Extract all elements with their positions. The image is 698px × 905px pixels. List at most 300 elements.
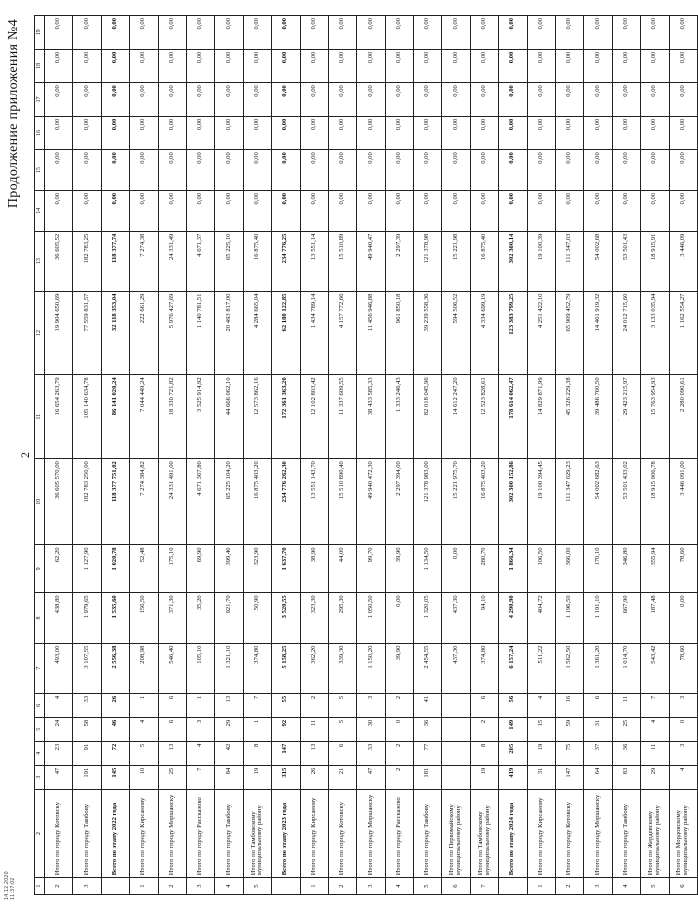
value-cell: 99,70 — [357, 545, 385, 593]
value-cell: 366,00 — [556, 545, 584, 593]
column-number-header: 18 — [35, 49, 45, 83]
value-cell: 0,00 — [328, 49, 356, 83]
value-cell: 2 — [385, 765, 413, 789]
value-cell: 0,00 — [45, 49, 73, 83]
value-cell: 1 866,34 — [499, 545, 527, 593]
value-cell: 19 — [470, 765, 498, 789]
column-number-header: 7 — [35, 643, 45, 693]
value-cell: 24 012 715,60 — [612, 291, 640, 375]
value-cell: 0,00 — [669, 116, 697, 150]
value-cell: 0,00 — [470, 49, 498, 83]
value-cell: 234 776,25 — [272, 231, 300, 291]
territory-name-cell: Итого по Тамбовскому муниципальному району — [243, 789, 271, 878]
value-cell: 0,00 — [101, 49, 129, 83]
value-cell: 21 — [328, 765, 356, 789]
value-cell: 149 — [499, 717, 527, 741]
value-cell: 0,00 — [669, 49, 697, 83]
value-cell: 47 — [45, 765, 73, 789]
value-cell: 187,48 — [641, 593, 669, 643]
page-number: 2 — [18, 452, 32, 458]
value-cell: 0,00 — [73, 190, 101, 231]
value-cell: 0,00 — [158, 49, 186, 83]
table-row — [45, 16, 73, 895]
value-cell: 0,00 — [272, 190, 300, 231]
value-cell: 0,00 — [527, 16, 555, 50]
value-cell: 0,00 — [499, 116, 527, 150]
value-cell: 0,00 — [45, 150, 73, 191]
table-row — [612, 16, 640, 895]
value-cell: 0,00 — [215, 83, 243, 117]
value-cell: 0,00 — [328, 150, 356, 191]
column-number-header: 11 — [35, 375, 45, 459]
value-cell: 0,00 — [584, 190, 612, 231]
value-cell: 39,90 — [385, 643, 413, 693]
value-cell: 77 559 831,57 — [73, 291, 101, 375]
row-index-cell: 3 — [584, 878, 612, 895]
value-cell: 0,00 — [130, 16, 158, 50]
value-cell: 0,00 — [641, 49, 669, 83]
territory-name-cell: Итого по городу Кирсанову — [130, 789, 158, 878]
row-index-cell: 3 — [357, 878, 385, 895]
value-cell: 0,00 — [385, 150, 413, 191]
value-cell: 11 — [300, 717, 328, 741]
value-cell: 111 347,03 — [556, 231, 584, 291]
table-row — [584, 16, 612, 895]
rotated-landscape-sheet — [6, 15, 690, 895]
value-cell: 0,00 — [414, 190, 442, 231]
value-cell: 0,00 — [357, 83, 385, 117]
value-cell: 355,94 — [641, 545, 669, 593]
column-number-header: 10 — [35, 459, 45, 545]
value-cell: 0,00 — [357, 190, 385, 231]
value-cell: 36 — [612, 741, 640, 765]
value-cell: 0,00 — [186, 49, 214, 83]
value-cell: 0,00 — [556, 83, 584, 117]
row-index-cell: 2 — [158, 878, 186, 895]
value-cell: 0,00 — [158, 116, 186, 150]
value-cell: 38 433 585,33 — [357, 375, 385, 459]
value-cell: 94,10 — [470, 593, 498, 643]
value-cell: 0,00 — [101, 116, 129, 150]
value-cell: 4 671,37 — [186, 231, 214, 291]
value-cell: 33 — [357, 741, 385, 765]
value-cell: 29 — [641, 765, 669, 789]
value-cell: 0,00 — [414, 16, 442, 50]
value-cell: 399,40 — [215, 545, 243, 593]
value-cell: 419 — [499, 765, 527, 789]
row-index-cell: 4 — [215, 878, 243, 895]
row-index-cell: 7 — [470, 878, 498, 895]
value-cell: 0,00 — [584, 16, 612, 50]
value-cell: 0,00 — [328, 83, 356, 117]
value-cell: 5 158,25 — [272, 643, 300, 693]
value-cell: 0,00 — [385, 116, 413, 150]
value-cell: 1 333 246,43 — [385, 375, 413, 459]
margin-mark: . — [616, 420, 622, 422]
value-cell: 78,60 — [669, 545, 697, 593]
value-cell: 16 875 403,20 — [470, 459, 498, 545]
value-cell: 0,00 — [158, 83, 186, 117]
value-cell: 82 018 045,96 — [414, 375, 442, 459]
value-cell: 0,00 — [641, 190, 669, 231]
value-cell: 15 510 890,40 — [328, 459, 356, 545]
value-cell: 118 377,74 — [101, 231, 129, 291]
value-cell: 1 979,65 — [73, 593, 101, 643]
value-cell: 13 — [158, 741, 186, 765]
value-cell: 0,00 — [442, 83, 470, 117]
column-number-header: 5 — [35, 717, 45, 741]
value-cell: 41 — [414, 693, 442, 717]
value-cell: 7 — [641, 693, 669, 717]
value-cell: 404,72 — [527, 593, 555, 643]
territory-name-cell: Итого по Жердевскому муниципальному району — [641, 789, 669, 878]
value-cell: 1 014,70 — [612, 643, 640, 693]
value-cell: 26 — [300, 765, 328, 789]
value-cell: 45 326 229,38 — [556, 375, 584, 459]
value-cell: 0,00 — [272, 49, 300, 83]
value-cell: 3 — [669, 693, 697, 717]
value-cell: 172 361 363,20 — [272, 375, 300, 459]
value-cell: 0,00 — [584, 116, 612, 150]
value-cell: 0,00 — [130, 49, 158, 83]
value-cell: 302 300,14 — [499, 231, 527, 291]
value-cell: 0,00 — [45, 116, 73, 150]
value-cell: 15 510,89 — [328, 231, 356, 291]
value-cell: 205 — [499, 741, 527, 765]
territory-name-cell: Всего по этапу 2022 года — [101, 789, 129, 878]
value-cell: 1 — [130, 693, 158, 717]
territory-name-cell: Итого по городу Рассказово — [385, 789, 413, 878]
value-cell: 362,20 — [300, 643, 328, 693]
value-cell: 0,00 — [328, 190, 356, 231]
value-cell: 13 — [300, 741, 328, 765]
value-cell: 222 661,29 — [130, 291, 158, 375]
value-cell: 0,00 — [669, 593, 697, 643]
column-number-header: 15 — [35, 150, 45, 191]
value-cell: 0,00 — [186, 190, 214, 231]
value-cell: 438,80 — [45, 593, 73, 643]
value-cell: 0,00 — [73, 150, 101, 191]
value-cell: 13 — [215, 693, 243, 717]
value-cell: 0,00 — [414, 83, 442, 117]
column-number-header: 1 — [35, 878, 45, 895]
table-row — [414, 16, 442, 895]
value-cell: 175,10 — [158, 545, 186, 593]
value-cell: 5 — [328, 693, 356, 717]
value-cell: 3 446,09 — [669, 231, 697, 291]
value-cell: 92 — [272, 717, 300, 741]
value-cell: 11 456 946,88 — [357, 291, 385, 375]
value-cell: 0,00 — [527, 150, 555, 191]
value-cell: 0,00 — [385, 83, 413, 117]
value-cell: 23 — [45, 741, 73, 765]
value-cell: 4 334 699,19 — [470, 291, 498, 375]
value-cell: 5 — [130, 741, 158, 765]
value-cell: 543,42 — [641, 643, 669, 693]
table-row — [669, 16, 697, 895]
value-cell: 0,00 — [385, 593, 413, 643]
value-cell: 7 274,38 — [130, 231, 158, 291]
value-cell: 1 127,90 — [73, 545, 101, 593]
value-cell: 208,98 — [130, 643, 158, 693]
value-cell: 35,20 — [186, 593, 214, 643]
column-number-header: 13 — [35, 231, 45, 291]
value-cell: 0,00 — [641, 150, 669, 191]
value-cell: 0,00 — [669, 150, 697, 191]
value-cell: 62,20 — [45, 545, 73, 593]
value-cell: 54 002 682,63 — [584, 459, 612, 545]
value-cell: 18 915 906,78 — [641, 459, 669, 545]
value-cell: 0,00 — [669, 190, 697, 231]
row-index-cell: 3 — [73, 878, 101, 895]
value-cell: 5 976 427,69 — [158, 291, 186, 375]
value-cell: 16 875,40 — [243, 231, 271, 291]
value-cell: 53 501,43 — [612, 231, 640, 291]
value-cell: 346,80 — [612, 545, 640, 593]
value-cell: 58 — [73, 717, 101, 741]
value-cell: 49 940 472,30 — [357, 459, 385, 545]
value-cell: 0,00 — [612, 116, 640, 150]
value-cell: 19 100,39 — [527, 231, 555, 291]
value-cell: 3 446 091,00 — [669, 459, 697, 545]
value-cell: 12 573 862,16 — [243, 375, 271, 459]
value-cell: 16 875 403,20 — [243, 459, 271, 545]
value-cell: 123 383 799,25 — [499, 291, 527, 375]
value-cell — [442, 765, 470, 789]
value-cell: 0,00 — [414, 49, 442, 83]
value-cell: 0,00 — [556, 16, 584, 50]
value-cell: 667,90 — [612, 593, 640, 643]
value-cell: 0,00 — [470, 190, 498, 231]
column-number-header: 17 — [35, 83, 45, 117]
value-cell: 36 605 570,00 — [45, 459, 73, 545]
date-stamp: 14.12.2020 11:37:02 — [4, 871, 16, 900]
value-cell: 156,50 — [130, 593, 158, 643]
value-cell: 0,00 — [612, 16, 640, 50]
value-cell: 15 221 975,70 — [442, 459, 470, 545]
territory-name-cell: Всего по этапу 2024 года — [499, 789, 527, 878]
value-cell: 7 — [186, 765, 214, 789]
value-cell: 0,00 — [130, 116, 158, 150]
row-index-cell: 4 — [385, 878, 413, 895]
value-cell: 65 225 104,20 — [215, 459, 243, 545]
housing-program-table — [34, 15, 698, 895]
value-cell: 52,48 — [130, 545, 158, 593]
value-cell: 0,00 — [243, 83, 271, 117]
row-index-cell: 2 — [556, 878, 584, 895]
value-cell: 55 — [272, 693, 300, 717]
value-cell: 0,00 — [527, 83, 555, 117]
value-cell: 546,40 — [158, 643, 186, 693]
value-cell: 0,00 — [357, 150, 385, 191]
table-row — [186, 16, 214, 895]
value-cell: 1 320,05 — [414, 593, 442, 643]
value-cell: 44,00 — [328, 545, 356, 593]
value-cell: 0,00 — [45, 16, 73, 50]
value-cell: 24 331,49 — [158, 231, 186, 291]
table-row — [641, 16, 669, 895]
value-cell: 46 — [101, 717, 129, 741]
value-cell: 1 020,78 — [101, 545, 129, 593]
value-cell: 1 361,20 — [584, 643, 612, 693]
value-cell: 39 486 760,50 — [584, 375, 612, 459]
table-total-row — [499, 16, 527, 895]
value-cell: 0,00 — [130, 83, 158, 117]
value-cell: 38,90 — [300, 545, 328, 593]
value-cell: 0,00 — [641, 16, 669, 50]
value-cell: 0,00 — [101, 83, 129, 117]
value-cell: 0,00 — [612, 49, 640, 83]
value-cell: 0,00 — [215, 16, 243, 50]
value-cell: 0,00 — [45, 83, 73, 117]
territory-name-cell: Итого по городу Моршанску — [584, 789, 612, 878]
value-cell: 15 763 954,93 — [641, 375, 669, 459]
column-number-header: 3 — [35, 765, 45, 789]
value-cell: 7 274 384,82 — [130, 459, 158, 545]
value-cell: 0,00 — [556, 190, 584, 231]
column-number-header: 16 — [35, 116, 45, 150]
value-cell: 118 377 751,02 — [101, 459, 129, 545]
value-cell: 961 850,18 — [385, 291, 413, 375]
value-cell: 29 423 215,97 — [612, 375, 640, 459]
value-cell: 0,00 — [272, 116, 300, 150]
value-cell: 0,00 — [215, 150, 243, 191]
value-cell: 6 — [328, 741, 356, 765]
value-cell: 19 — [527, 741, 555, 765]
value-cell: 0,00 — [442, 190, 470, 231]
value-cell: 4 — [130, 717, 158, 741]
value-cell: 0,00 — [556, 116, 584, 150]
value-cell: 6 — [158, 717, 186, 741]
territory-name-cell: Итого по городу Моршанску — [158, 789, 186, 878]
table-row — [130, 16, 158, 895]
value-cell: 2 — [470, 717, 498, 741]
value-cell: 16 875,40 — [470, 231, 498, 291]
value-cell: 0,00 — [499, 83, 527, 117]
territory-name-cell: Итого по городу Рассказово — [186, 789, 214, 878]
value-cell: 921,70 — [215, 593, 243, 643]
value-cell: 0,00 — [499, 190, 527, 231]
value-cell: 0,00 — [186, 150, 214, 191]
value-cell: 7 — [243, 693, 271, 717]
value-cell: 1 — [186, 693, 214, 717]
value-cell: 47 — [357, 765, 385, 789]
territory-name-cell: Итого по городу Тамбову — [612, 789, 640, 878]
value-cell: 1 196,50 — [556, 593, 584, 643]
value-cell: 0,00 — [243, 190, 271, 231]
value-cell: 0,00 — [215, 116, 243, 150]
value-cell: 14 612 247,20 — [442, 375, 470, 459]
value-cell: 8 — [470, 741, 498, 765]
value-cell: 1 321,10 — [215, 643, 243, 693]
value-cell: 0,00 — [73, 83, 101, 117]
value-cell: 19 — [243, 765, 271, 789]
value-cell: 42 — [215, 741, 243, 765]
value-cell: 12 102 803,42 — [300, 375, 328, 459]
column-number-header: 8 — [35, 593, 45, 643]
value-cell: 15 221,98 — [442, 231, 470, 291]
value-cell: 302 300 152,86 — [499, 459, 527, 545]
value-cell: 26 — [101, 693, 129, 717]
value-cell: 315 — [272, 765, 300, 789]
value-cell: 0,00 — [130, 190, 158, 231]
value-cell: 24 331 491,00 — [158, 459, 186, 545]
value-cell: 0,00 — [442, 49, 470, 83]
value-cell: 0,00 — [414, 150, 442, 191]
value-cell: 234 776 262,30 — [272, 459, 300, 545]
value-cell: 2 454,55 — [414, 643, 442, 693]
value-cell: 13 551 143,70 — [300, 459, 328, 545]
value-cell: 30 — [357, 717, 385, 741]
value-cell: 56 — [499, 693, 527, 717]
value-cell: 0 — [385, 717, 413, 741]
value-cell: 0,00 — [584, 150, 612, 191]
value-cell: 11 337 609,55 — [328, 375, 356, 459]
value-cell: 4 — [669, 765, 697, 789]
territory-name-cell: Итого по городу Тамбову — [215, 789, 243, 878]
value-cell: 33 — [73, 693, 101, 717]
table-body — [45, 16, 698, 895]
value-cell: 20 493 817,00 — [215, 291, 243, 375]
value-cell: 54 002,68 — [584, 231, 612, 291]
value-cell: 14 829 871,99 — [527, 375, 555, 459]
value-cell: 594 506,52 — [442, 291, 470, 375]
value-cell: 1 134,50 — [414, 545, 442, 593]
value-cell: 4 671 367,80 — [186, 459, 214, 545]
value-cell: 3 520,55 — [272, 593, 300, 643]
territory-name-cell: Итого по городу Котовску — [45, 789, 73, 878]
table-row — [215, 16, 243, 895]
table-row — [442, 16, 470, 895]
value-cell: 91 — [73, 741, 101, 765]
value-cell: 3 107,55 — [73, 643, 101, 693]
value-cell: 121 378 983,00 — [414, 459, 442, 545]
table-row — [300, 16, 328, 895]
value-cell: 4 290,90 — [499, 593, 527, 643]
value-cell: 147 — [556, 765, 584, 789]
value-cell: 339,30 — [328, 643, 356, 693]
value-cell: 0,00 — [73, 16, 101, 50]
value-cell: 0,00 — [300, 116, 328, 150]
value-cell: 0,00 — [328, 16, 356, 50]
value-cell: 31 — [527, 765, 555, 789]
value-cell: 0,00 — [612, 83, 640, 117]
value-cell: 0,00 — [215, 190, 243, 231]
row-index-cell: 1 — [300, 878, 328, 895]
value-cell — [442, 717, 470, 741]
value-cell: 0,00 — [243, 49, 271, 83]
value-cell: 191 — [73, 765, 101, 789]
value-cell: 0,00 — [73, 116, 101, 150]
value-cell: 0,00 — [470, 116, 498, 150]
value-cell: 84 — [215, 765, 243, 789]
value-cell: 44 666 062,10 — [215, 375, 243, 459]
row-index-cell: 5 — [414, 878, 442, 895]
value-cell: 62 180 122,85 — [272, 291, 300, 375]
territory-name-cell: Итого по городу Котовску — [328, 789, 356, 878]
column-number-header: 9 — [35, 545, 45, 593]
value-cell: 4 — [527, 693, 555, 717]
value-cell — [442, 693, 470, 717]
territory-name-cell: Всего по этапу 2023 года — [272, 789, 300, 878]
value-cell: 7 044 449,24 — [130, 375, 158, 459]
value-cell: 65 909 452,79 — [556, 291, 584, 375]
value-cell: 0,00 — [556, 150, 584, 191]
value-cell: 0,00 — [414, 116, 442, 150]
column-number-header: 12 — [35, 291, 45, 375]
value-cell: 1 162 554,27 — [669, 291, 697, 375]
value-cell: 32 118 353,04 — [101, 291, 129, 375]
